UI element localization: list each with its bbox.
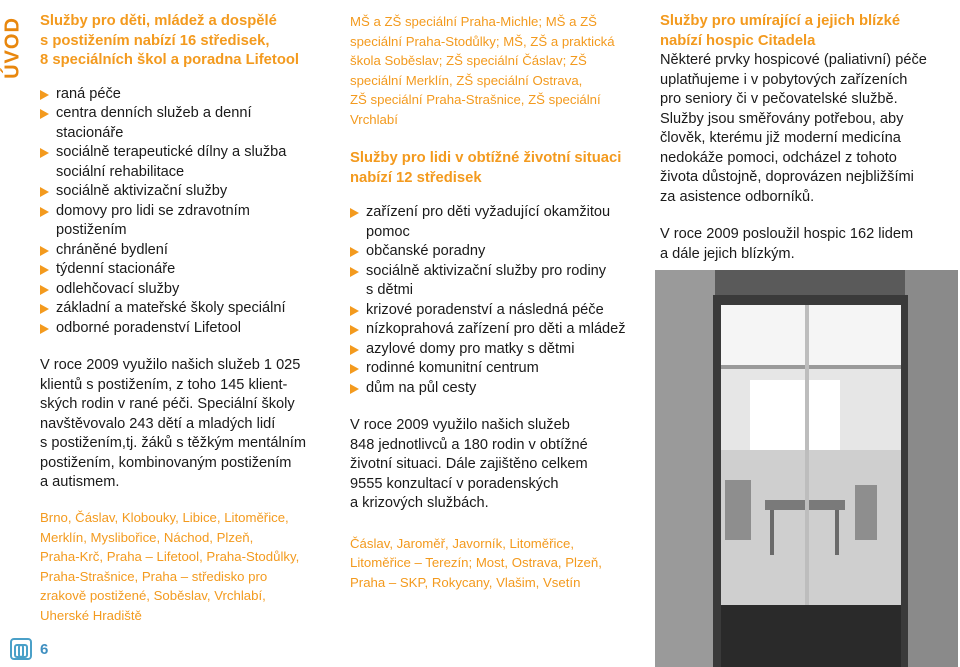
list-item: týdenní stacionáře <box>40 260 330 280</box>
list-item: raná péče <box>40 85 330 105</box>
section-label: ÚVOD <box>1 17 24 79</box>
list-item: nízkoprahová zařízení pro děti a mládež <box>350 320 650 340</box>
list-item: sociálně aktivizační služby pro rodiny s dětmi <box>350 262 650 301</box>
diakonie-logo-icon <box>10 638 32 660</box>
list-item: odborné poradenství Lifetool <box>40 319 330 339</box>
summary-disabilities: V roce 2009 využilo našich služeb 1 025 klientů s postižením, z toho 145 klient- ských rodin v rané péči. Speciální školy navštěvovalo 243 dětí a mladých lidí s postižením,tj. žáků s těžkým mentálním postižením, kombinovaným postižením a autismem. <box>40 357 307 490</box>
page-number: 6 <box>40 641 49 658</box>
list-item: občanské poradny <box>350 242 650 262</box>
list-item: krizové poradenství a následná péče <box>350 301 650 321</box>
doorway-terrace-photo <box>655 270 958 667</box>
heading-hospice: Služby pro umírající a jejich blízké nabízí hospic Citadela <box>660 13 901 49</box>
photo-illustration <box>655 270 958 667</box>
column-difficult-situations <box>350 12 650 592</box>
column-disabilities <box>40 12 330 493</box>
schools-list: MŠ a ZŠ speciální Praha-Michle; MŠ a ZŠ speciální Praha-Stodůlky; MŠ, ZŠ a praktická škola Soběslav; ZŠ speciální Čáslav; ZŠ speciální Merklín, ZŠ speciální Ostrava, ZŠ speciální Praha-Strašnice, ZŠ speciální Vrchlabí <box>350 14 615 127</box>
cities-disabilities: Brno, Čáslav, Klobouky, Libice, Litoměřice, Merklín, Myslibořice, Náchod, Plzeň, Praha-Krč, Praha – Lifetool, Praha-Stodůlky, Praha-Strašnice, Praha – středisko pro zrakově postižené, Soběslav, Vrchlabí, Uherské Hradiště <box>40 510 300 623</box>
list-disabilities-services <box>40 85 330 339</box>
list-difficult-situation-services <box>350 203 650 398</box>
list-item: sociálně terapeutické dílny a služba sociální rehabilitace <box>40 143 330 182</box>
list-item: sociálně aktivizační služby <box>40 182 330 202</box>
list-item: zařízení pro děti vyžadující okamžitou pomoc <box>350 203 650 242</box>
list-item: azylové domy pro matky s dětmi <box>350 340 650 360</box>
column-hospice <box>660 12 955 264</box>
cities-difficult-situations: Čáslav, Jaroměř, Javorník, Litoměřice, Litoměřice – Terezín; Most, Ostrava, Plzeň, Praha – SKP, Rokycany, Vlašim, Vsetín <box>350 535 602 590</box>
heading-difficult-situations: Služby pro lidi v obtížné životní situaci nabízí 12 středisek <box>350 150 622 186</box>
list-item: dům na půl cesty <box>350 379 650 399</box>
summary-difficult-situations: V roce 2009 využilo našich služeb 848 jednotlivců a 180 rodin v obtížné životní situaci. Dále zajištěno celkem 9555 konzultací v poradenských a krizových službách. <box>350 417 588 511</box>
list-item: domovy pro lidi se zdravotním postižením <box>40 202 330 241</box>
hospice-paragraph-2: V roce 2009 posloužil hospic 162 lidem a dále jejich blízkým. <box>660 226 914 262</box>
list-item: centra denních služeb a denní stacionáře <box>40 104 330 143</box>
list-item: rodinné komunitní centrum <box>350 359 650 379</box>
list-item: základní a mateřské školy speciální <box>40 299 330 319</box>
hospice-paragraph-1: Některé prvky hospicové (paliativní) péče uplatňujeme i v pobytových zařízeních pro seniory či v pečovatelské službě. Služby jsou směřovány potřebou, aby člověk, kterému již moderní medicína nedokáže pomoci, odcházel z tohoto života důstojně, doprovázen nejbližšími za asistence odborníků. <box>660 52 927 205</box>
list-item: chráněné bydlení <box>40 241 330 261</box>
list-item: odlehčovací služby <box>40 280 330 300</box>
heading-disabilities: Služby pro děti, mládež a dospělé s postižením nabízí 16 středisek, 8 speciálních škol a poradna Lifetool <box>40 13 300 68</box>
